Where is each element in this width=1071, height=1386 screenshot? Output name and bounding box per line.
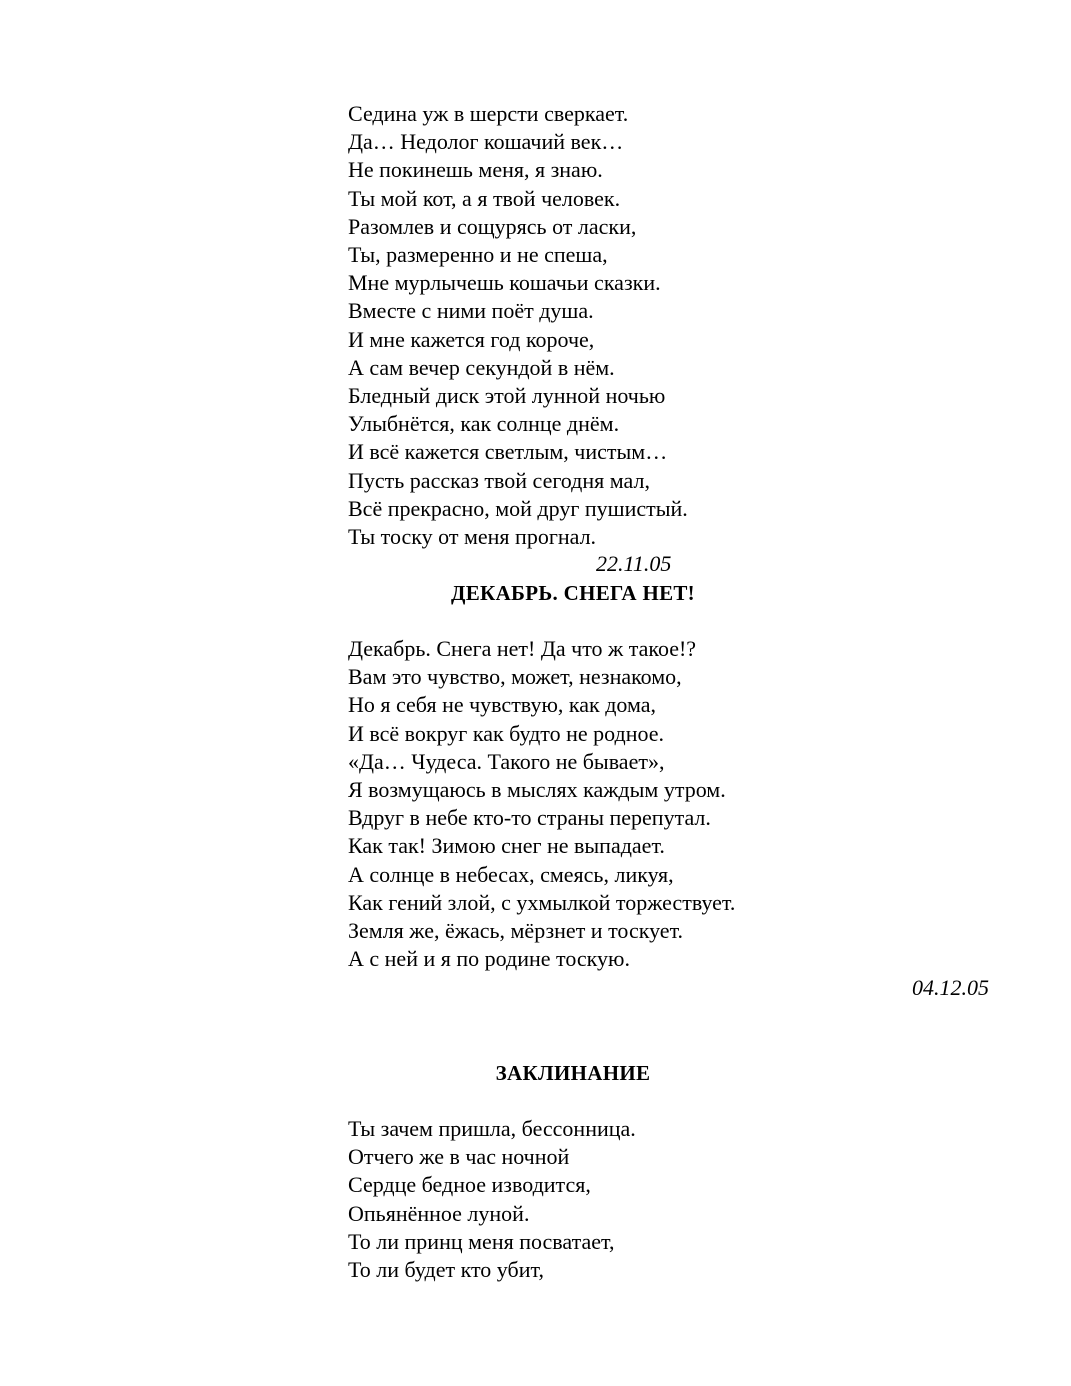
poem-2-date: 04.12.05 [912,975,989,1000]
poem-line: То ли будет кто убит, [348,1257,544,1283]
poem-line: Как так! Зимою снег не выпадает. [348,833,665,859]
poem-line: Вместе с ними поёт душа. [348,298,594,324]
poem-line: Мне мурлычешь кошачьи сказки. [348,270,661,296]
poem-line: Ты мой кот, а я твой человек. [348,185,621,211]
poem-line: Да… Недолог кошачий век… [348,129,624,155]
poem-line: Седина уж в шерсти сверкает. [348,101,629,126]
poem-line: Декабрь. Снега нет! Да что ж такое!? [348,636,697,661]
poem-line: Ты, размеренно и не спеша, [348,242,608,268]
poem-line: Ты зачем пришла, бессонница. [348,1116,636,1141]
poem-line: Опьянённое луной. [348,1200,530,1226]
poem-line: Разомлев и сощурясь от ласки, [348,213,637,239]
poem-line: Но я себя не чувствую, как дома, [348,692,656,718]
poem-line: А солнце в небесах, смеясь, ликуя, [348,861,674,887]
poem-line: И всё вокруг как будто не родное. [348,720,665,746]
poem-line: А с ней и я по родине тоскую. [348,946,630,972]
poem-2-title: ДЕКАБРЬ. СНЕГА НЕТ! [451,581,695,605]
poem-line: То ли принц меня посватает, [348,1228,615,1254]
poem-line: Бледный диск этой лунной ночью [348,383,666,409]
poem-2-text [348,635,735,973]
poem-line: Как гений злой, с ухмылкой торжествует. [348,889,736,915]
poem-line: Ты тоску от меня прогнал. [348,524,597,550]
poem-line: Земля же, ёжась, мёрзнет и тоскует. [348,918,684,944]
poem-line: А сам вечер секундой в нём. [348,354,615,380]
poem-1-text [348,100,688,551]
poem-line: Я возмущаюсь в мыслях каждым утром. [348,777,726,803]
poem-3-title: ЗАКЛИНАНИЕ [495,1061,651,1085]
poem-line: Пусть рассказ твой сегодня мал, [348,467,650,493]
poem-line: И мне кажется год короче, [348,326,595,352]
poem-line: Вам это чувство, может, незнакомо, [348,664,682,690]
poem-line: Не покинешь меня, я знаю. [348,157,603,183]
poem-line: Улыбнётся, как солнце днём. [348,411,620,437]
poem-line: «Да… Чудеса. Такого не бывает», [348,748,665,774]
poem-line: Всё прекрасно, мой друг пушистый. [348,495,688,521]
poem-line: Отчего же в час ночной [348,1144,570,1170]
poem-line: И всё кажется светлым, чистым… [348,439,668,465]
poem-1-date: 22.11.05 [596,551,672,576]
poem-line: Сердце бедное изводится, [348,1172,591,1198]
poem-3-text [348,1115,636,1284]
poem-line: Вдруг в небе кто-то страны перепутал. [348,805,711,831]
